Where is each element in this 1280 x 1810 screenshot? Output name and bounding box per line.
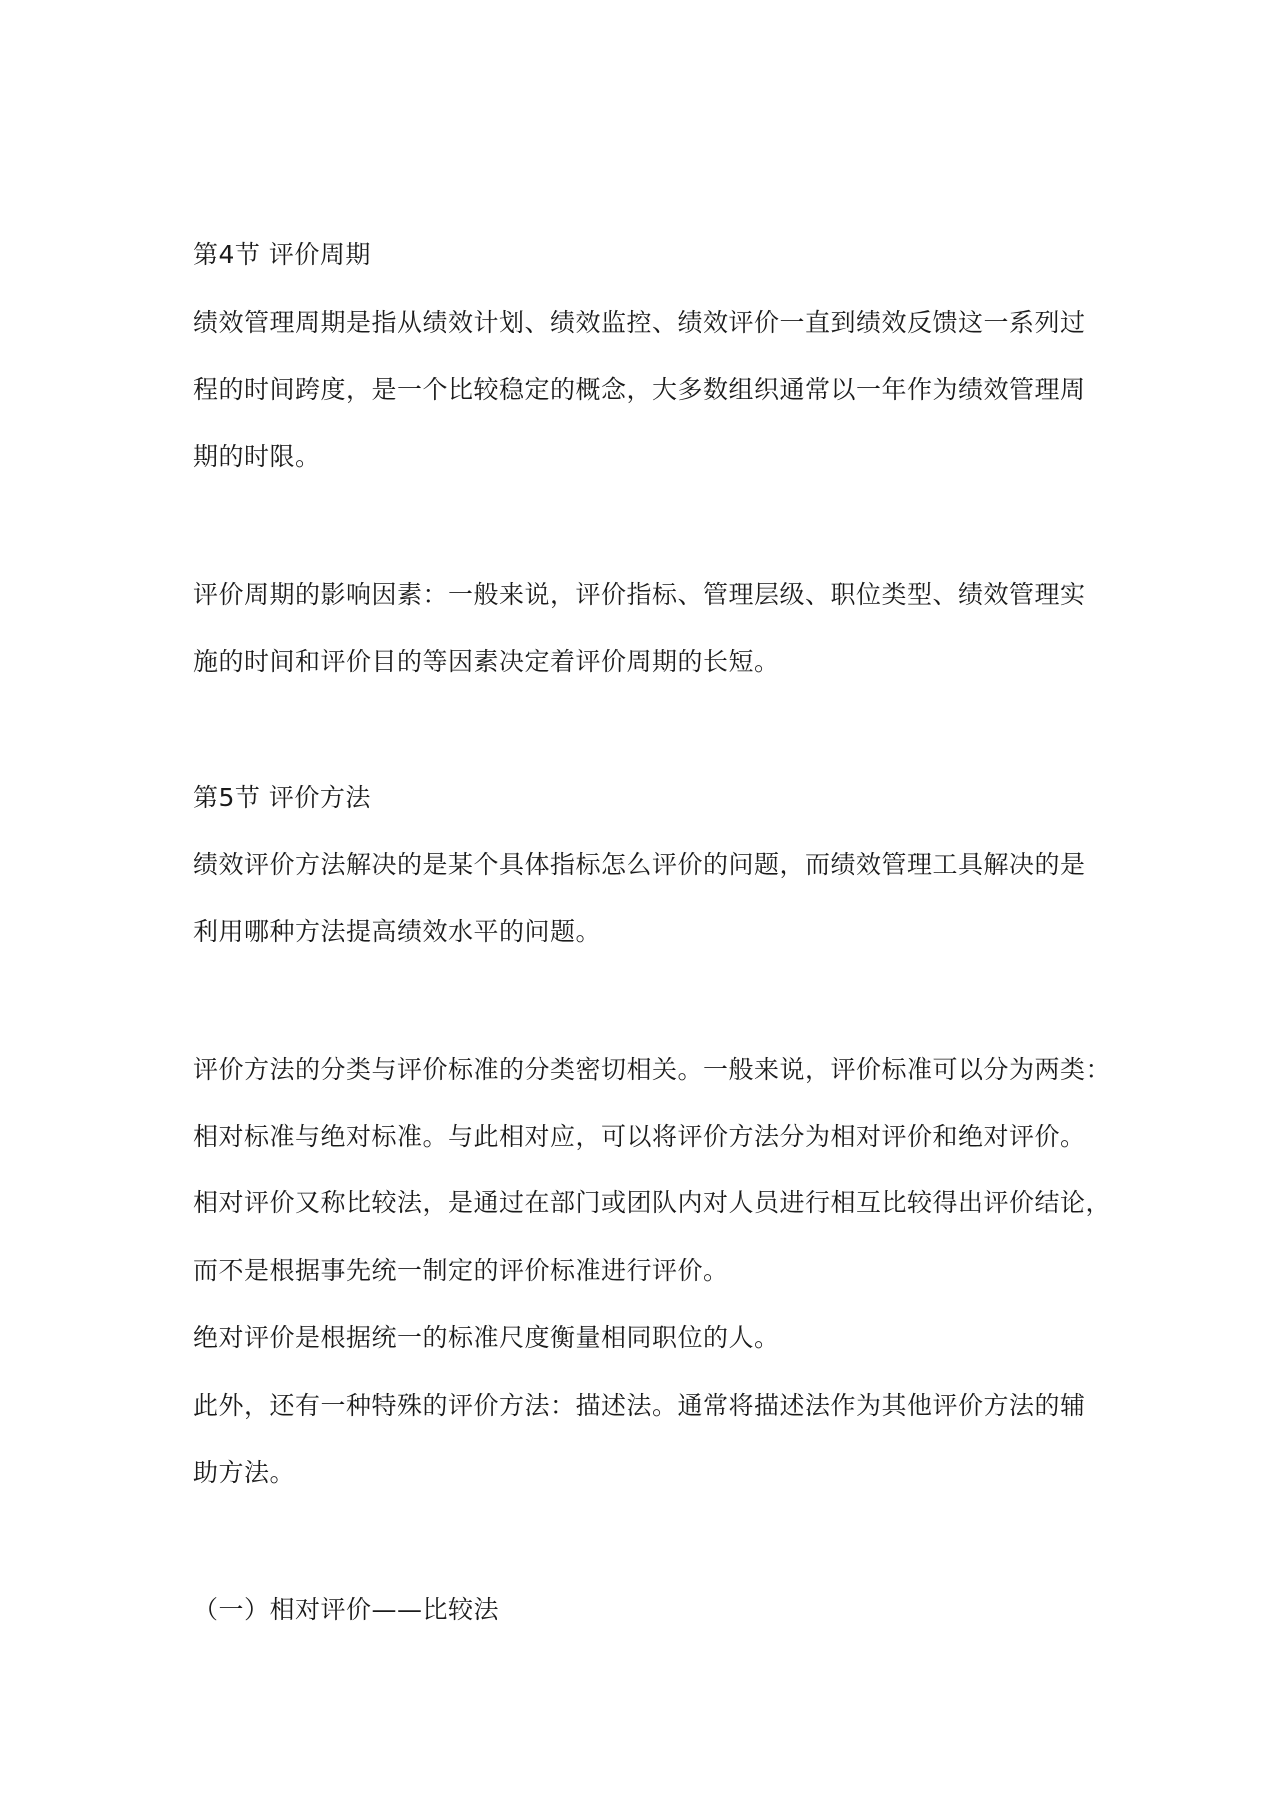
section-5-paragraph-2-line-2: 相对标准与绝对标准。与此相对应，可以将评价方法分为相对评价和绝对评价。	[193, 1122, 1086, 1151]
section-4-paragraph-1-line-3: 期的时限。	[193, 442, 321, 471]
section-5-paragraph-2-line-4: 而不是根据事先统一制定的评价标准进行评价。	[193, 1256, 729, 1285]
section-4-paragraph-2-line-1: 评价周期的影响因素：一般来说，评价指标、管理层级、职位类型、绩效管理实	[193, 580, 1086, 609]
section-5-paragraph-2-line-6: 此外，还有一种特殊的评价方法：描述法。通常将描述法作为其他评价方法的辅	[193, 1391, 1086, 1420]
section-5-paragraph-2-line-3: 相对评价又称比较法，是通过在部门或团队内对人员进行相互比较得出评价结论，	[193, 1188, 1112, 1217]
section-4-paragraph-1-line-1: 绩效管理周期是指从绩效计划、绩效监控、绩效评价一直到绩效反馈这一系列过	[193, 308, 1086, 337]
section-5-subheading: （一）相对评价——比较法	[193, 1595, 500, 1624]
section-5-paragraph-2-line-7: 助方法。	[193, 1458, 296, 1487]
section-5-paragraph-1-line-2: 利用哪种方法提高绩效水平的问题。	[193, 917, 602, 946]
section-5-heading: 第5节 评价方法	[193, 783, 371, 812]
section-4-heading: 第4节 评价周期	[193, 240, 371, 269]
section-5-paragraph-2-line-5: 绝对评价是根据统一的标准尺度衡量相同职位的人。	[193, 1323, 780, 1352]
section-5-paragraph-1-line-1: 绩效评价方法解决的是某个具体指标怎么评价的问题，而绩效管理工具解决的是	[193, 850, 1086, 879]
section-5-paragraph-2-line-1: 评价方法的分类与评价标准的分类密切相关。一般来说，评价标准可以分为两类：	[193, 1055, 1112, 1084]
section-4-paragraph-1-line-2: 程的时间跨度，是一个比较稳定的概念，大多数组织通常以一年作为绩效管理周	[193, 375, 1086, 404]
section-4-paragraph-2-line-2: 施的时间和评价目的等因素决定着评价周期的长短。	[193, 647, 780, 676]
